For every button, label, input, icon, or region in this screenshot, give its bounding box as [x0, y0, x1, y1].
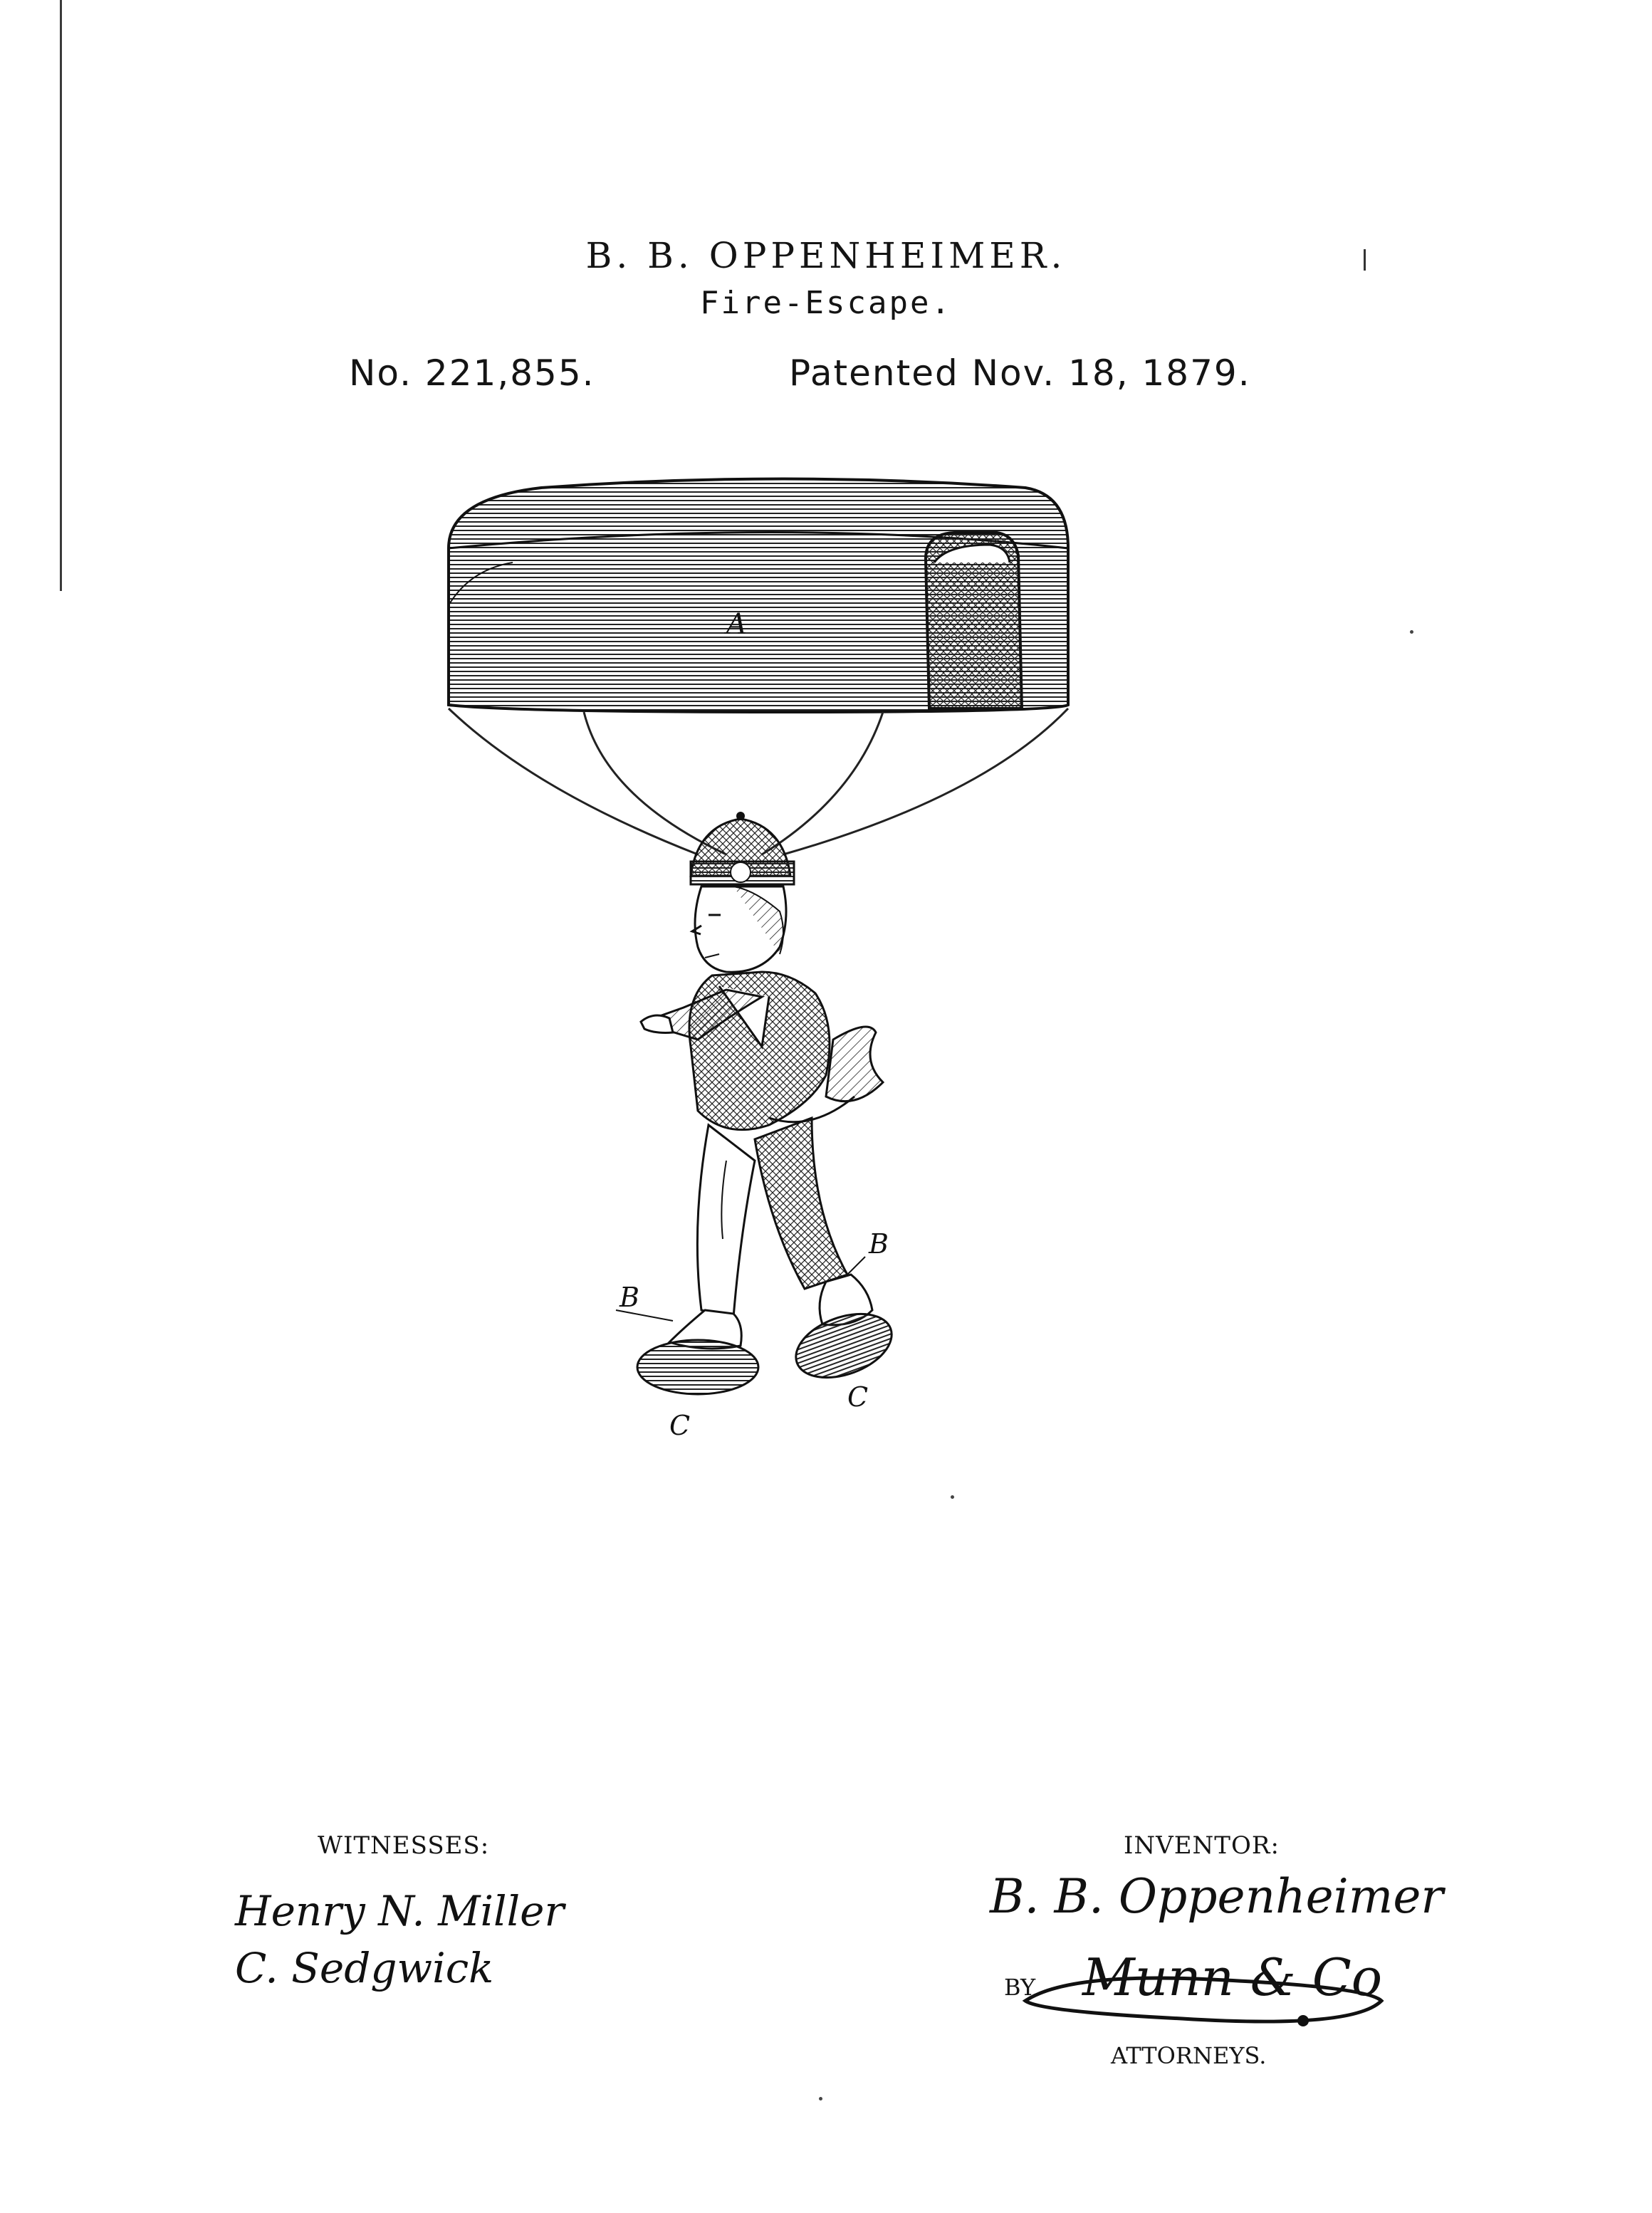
fire-escape-illustration [427, 456, 1139, 1566]
attorney-signature: Munn & Co [1082, 1947, 1383, 2007]
paper-speck [819, 2097, 822, 2100]
label-b-right: B [869, 1228, 889, 1260]
paper-speck [951, 1495, 954, 1499]
witnesses-label: WITNESSES: [318, 1831, 490, 1860]
helmet [691, 812, 794, 884]
inventor-name-heading: B. B. OPPENHEIMER. [585, 235, 1067, 276]
label-b-left: B [620, 1282, 639, 1313]
patent-number: No. 221,855. [349, 352, 595, 394]
man-head [692, 886, 786, 972]
witness-signature-miller: Henry N. Miller [235, 1887, 565, 1935]
patent-date: Patented Nov. 18, 1879. [789, 352, 1251, 394]
parachute-canopy [449, 479, 1068, 713]
paper-speck [1410, 630, 1413, 634]
foot-floats [637, 1302, 900, 1394]
invention-title: Fire-Escape. [700, 285, 952, 321]
label-c-right: C [847, 1381, 869, 1413]
attorneys-label: ATTORNEYS. [1111, 2042, 1267, 2069]
label-c-left: C [669, 1410, 691, 1441]
by-label: BY [1004, 1974, 1036, 2001]
signature-flourish [997, 1894, 1396, 2036]
label-a: A [726, 608, 747, 641]
witness-signature-sedgwick: C. Sedgwick [235, 1944, 494, 1992]
man-torso [641, 972, 883, 1130]
inventor-label: INVENTOR: [1124, 1831, 1280, 1860]
inventor-signature: B. B. Oppenheimer [990, 1869, 1443, 1924]
